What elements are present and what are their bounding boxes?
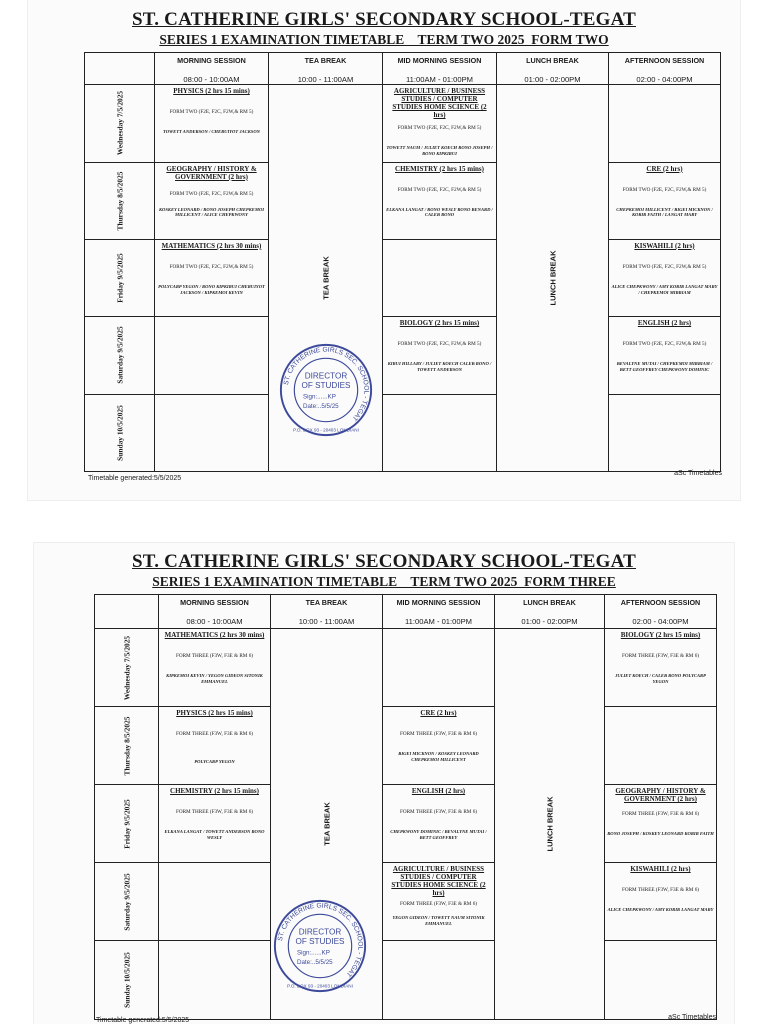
exam-classes: FORM THREE (F3W, F3E & RM 6) [175,809,254,816]
exam-classes: FORM TWO (F2E, F2C, F2W,& RM 5) [622,263,707,270]
header-morning: MORNING SESSION 08:00 - 10:00AM [159,595,271,629]
exam-slot [159,785,271,863]
exam-slot [155,162,269,239]
corner-cell [95,595,159,629]
director-of-studies-stamp [272,898,368,994]
exam-invigilators: ELKANA LANGAT / RONO WESLY RONO BENARD / CALEB RONO [386,206,493,218]
empty-slot [605,707,717,785]
empty-slot [383,394,497,471]
svg-text:Sign:......KP: Sign:......KP [296,949,330,957]
tea-break-column: TEA BREAK [269,85,383,472]
day-label: Friday 9/5/2025 [85,239,155,316]
exam-subject: ENGLISH (2 hrs) [411,787,466,795]
empty-slot [155,394,269,471]
day-label: Friday 9/5/2025 [95,785,159,863]
header-lunch: LUNCH BREAK 01:00 - 02:00PM [495,595,605,629]
svg-text:Date:..5/5/25: Date:..5/5/25 [296,959,333,967]
day-label: Saturday 9/5/2025 [95,863,159,941]
svg-text:ST. CATHERINE GIRLS SEC. SCHOO: ST. CATHERINE GIRLS SEC. SCHOOL - TEGAT [276,902,364,978]
software-credit: aSc Timetables [674,470,722,477]
exam-invigilators: TOWETT NAUM / JULIET KOECH RONO JOSEPH / RONO KIPKIRUI [386,145,493,157]
day-row [95,863,717,941]
exam-invigilators: ELKANA LANGAT / TOWETT ANDERSON RONO WESLY [164,829,265,840]
exam-slot [159,629,271,707]
day-label: Wednesday 7/5/2025 [85,85,155,162]
day-label: Thursday 8/5/2025 [95,707,159,785]
exam-slot [609,162,721,239]
exam-invigilators: BEVALYNE MUTAI / CHEPKEMOI MIRRIAM / BETT GEOFFREY CHEPKWONY DOMINIC [616,361,713,372]
svg-text:ST. CATHERINE GIRLS SEC. SCHOO: ST. CATHERINE GIRLS SEC. SCHOOL - TEGAT [282,346,370,422]
svg-text:DIRECTOR: DIRECTOR [298,927,342,937]
header-afternoon: AFTERNOON SESSION 02:00 - 04:00PM [605,595,717,629]
exam-subject: CRE (2 hrs) [646,164,683,173]
empty-slot [159,941,271,1020]
exam-slot [605,863,717,941]
exam-invigilators: BIGEI MICKNON / KOSKEY LEONARD CHEPKEMOI MILLICENT [398,751,479,762]
exam-slot [383,707,495,785]
exam-subject: AGRICULTURE / BUSINESS STUDIES / COMPUTER STUDIES HOME SCIENCE (2 hrs) [392,87,487,120]
day-row [85,317,721,394]
exam-classes: FORM THREE (F3W, F3E & RM 6) [621,653,700,660]
exam-classes: FORM THREE (F3W, F3E & RM 6) [175,731,254,738]
timetable-subtitle: SERIES 1 EXAMINATION TIMETABLE TERM TWO 2025 FORM TWO [159,32,609,47]
empty-slot [383,941,495,1020]
exam-invigilators: POLYCARP YEGON [194,759,235,765]
exam-slot [383,785,495,863]
exam-classes: FORM THREE (F3W, F3E & RM 6) [399,809,478,816]
day-label: Wednesday 7/5/2025 [95,629,159,707]
exam-classes: FORM TWO (F2E, F2C, F2W,& RM 5) [397,125,482,132]
software-credit: aSc Timetables [668,1014,716,1021]
exam-subject: BIOLOGY (2 hrs 15 mins) [399,319,480,328]
exam-invigilators: KIRUI HILLARY / JULIET KOECH CALEB RONO / TOWETT ANDERSON [387,361,492,372]
director-of-studies-stamp [278,342,374,438]
empty-slot [605,941,717,1020]
exam-invigilators: JULIET KOECH / CALEB RONO POLYCARP YEGON [615,673,706,684]
exam-classes: FORM THREE (F3W, F3E & RM 6) [621,811,700,818]
svg-text:Date:..5/5/25: Date:..5/5/25 [302,403,339,411]
exam-invigilators: KIPKEMOI KEVIN / YEGON GIDEON SITONIK EMMANUEL [166,673,263,684]
exam-subject: ENGLISH (2 hrs) [637,319,692,328]
day-row [85,239,721,316]
timetable-subtitle: SERIES 1 EXAMINATION TIMETABLE TERM TWO 2025 FORM THREE [152,574,616,589]
tea-break-column: TEA BREAK [271,629,383,1020]
day-label: Sunday 10/5/2025 [85,394,155,471]
header-tea: TEA BREAK 10:00 - 11:00AM [269,53,383,85]
exam-slot [155,85,269,162]
empty-slot [609,85,721,162]
exam-invigilators: RONO JOSEPH / KOSKEY LEONARD KORIR FAITH [607,831,714,837]
exam-subject: BIOLOGY (2 hrs 15 mins) [620,631,701,639]
exam-subject: CRE (2 hrs) [420,709,457,717]
exam-slot [155,239,269,316]
exam-invigilators: YEGON GIDEON / TOWETT NAUM SITONIK EMMANUEL [392,915,485,926]
exam-subject: KISWAHILI (2 hrs) [630,865,691,873]
empty-slot [155,317,269,394]
day-row [95,707,717,785]
exam-classes: FORM THREE (F3W, F3E & RM 6) [399,901,478,908]
exam-classes: FORM TWO (F2E, F2C, F2W,& RM 5) [169,263,254,270]
timetable-grid [94,594,717,1020]
exam-subject: MATHEMATICS (2 hrs 30 mins) [164,631,265,639]
exam-slot [609,239,721,316]
exam-classes: FORM THREE (F3W, F3E & RM 6) [621,887,700,894]
day-row [95,629,717,707]
header-lunch: LUNCH BREAK 01:00 - 02:00PM [497,53,609,85]
empty-slot [609,394,721,471]
exam-slot [609,317,721,394]
exam-slot [159,707,271,785]
exam-classes: FORM THREE (F3W, F3E & RM 6) [399,731,478,738]
exam-classes: FORM TWO (F2E, F2C, F2W,& RM 5) [169,109,254,116]
empty-slot [383,239,497,316]
header-mid: MID MORNING SESSION 11:00AM - 01:00PM [383,595,495,629]
timetable-sheet-form-three [34,543,734,1024]
day-label: Sunday 10/5/2025 [95,941,159,1020]
exam-invigilators: CHEPKWONY DOMINIC / BEVALYNE MUTAI / BETT GEOFFREY [390,829,487,840]
exam-classes: FORM TWO (F2E, F2C, F2W,& RM 5) [397,186,482,193]
empty-slot [159,863,271,941]
timetable-sheet-form-two [28,0,740,500]
timetable-grid [84,52,721,472]
exam-classes: FORM TWO (F2E, F2C, F2W,& RM 5) [397,341,482,348]
day-row [95,785,717,863]
exam-slot [605,785,717,863]
svg-text:OF STUDIES: OF STUDIES [295,937,345,947]
empty-slot [383,629,495,707]
exam-classes: FORM TWO (F2E, F2C, F2W,& RM 5) [622,186,707,193]
day-row [85,162,721,239]
generated-date: Timetable generated:5/5/2025 [96,1017,190,1024]
exam-subject: MATHEMATICS (2 hrs 30 mins) [161,241,262,250]
exam-invigilators: TOWETT ANDERSON / CHERUIYOT JACKSON [163,129,260,135]
svg-text:P.O. BOX 93 - 20403 LONDIANI: P.O. BOX 93 - 20403 LONDIANI [287,983,353,989]
exam-invigilators: KOSKEY LEONARD / RONO JOSEPH CHEPKEMOI MILLICENT / ALICE CHEPKWONY [158,206,265,218]
day-label: Thursday 8/5/2025 [85,162,155,239]
exam-subject: AGRICULTURE / BUSINESS STUDIES / COMPUTER STUDIES HOME SCIENCE (2 hrs) [391,865,486,898]
exam-subject: PHYSICS (2 hrs 15 mins) [173,87,250,96]
exam-classes: FORM THREE (F3W, F3E & RM 6) [175,653,254,660]
school-title: ST. CATHERINE GIRLS' SECONDARY SCHOOL-TEGAT [132,551,636,572]
day-row [85,85,721,162]
header-afternoon: AFTERNOON SESSION 02:00 - 04:00PM [609,53,721,85]
exam-invigilators: POLYCARP YEGON / RONO KIPKIRUI CHERUIYOT JACKSON / KIPKEMOI KEVIN [158,283,265,295]
exam-slot [383,317,497,394]
exam-invigilators: CHEPKEMOI MILLICENT / BIGEI MICKNON / KORIR FAITH / LANGAT MARY [616,206,713,218]
header-morning: MORNING SESSION 08:00 - 10:00AM [155,53,269,85]
exam-subject: KISWAHILI (2 hrs) [634,241,695,250]
svg-text:OF STUDIES: OF STUDIES [301,381,351,391]
exam-slot [383,162,497,239]
day-label: Saturday 9/5/2025 [85,317,155,394]
exam-subject: CHEMISTRY (2 hrs 15 mins) [395,164,484,173]
exam-invigilators: ALICE CHEPKWONY / AMY KORIR LANGAT MARY / CHEPKEMOI MIRRIAM [611,283,718,295]
exam-slot [383,85,497,162]
svg-text:DIRECTOR: DIRECTOR [304,371,348,381]
header-row [85,53,721,85]
header-tea: TEA BREAK 10:00 - 11:00AM [271,595,383,629]
day-row [95,941,717,1020]
exam-slot [383,863,495,941]
day-row [85,394,721,471]
exam-subject: PHYSICS (2 hrs 15 mins) [176,709,253,717]
exam-slot [605,629,717,707]
generated-date: Timetable generated:5/5/2025 [88,475,182,482]
exam-classes: FORM TWO (F2E, F2C, F2W,& RM 5) [622,341,707,348]
school-title: ST. CATHERINE GIRLS' SECONDARY SCHOOL-TEGAT [132,9,636,30]
exam-invigilators: ALICE CHEPKWONY / AMY KORIR LANGAT MARY [607,907,714,913]
exam-classes: FORM TWO (F2E, F2C, F2W,& RM 5) [169,190,254,197]
corner-cell [85,53,155,85]
header-mid: MID MORNING SESSION 11:00AM - 01:00PM [383,53,497,85]
svg-text:P.O. BOX 93 - 20403 LONDIANI: P.O. BOX 93 - 20403 LONDIANI [293,427,359,433]
lunch-break-column: LUNCH BREAK [495,629,605,1020]
svg-text:Sign:......KP: Sign:......KP [302,393,336,401]
exam-subject: CHEMISTRY (2 hrs 15 mins) [170,787,259,795]
header-row [95,595,717,629]
lunch-break-column: LUNCH BREAK [497,85,609,472]
exam-subject: GEOGRAPHY / HISTORY & GOVERNMENT (2 hrs) [166,164,257,181]
exam-subject: GEOGRAPHY / HISTORY & GOVERNMENT (2 hrs) [615,787,706,804]
